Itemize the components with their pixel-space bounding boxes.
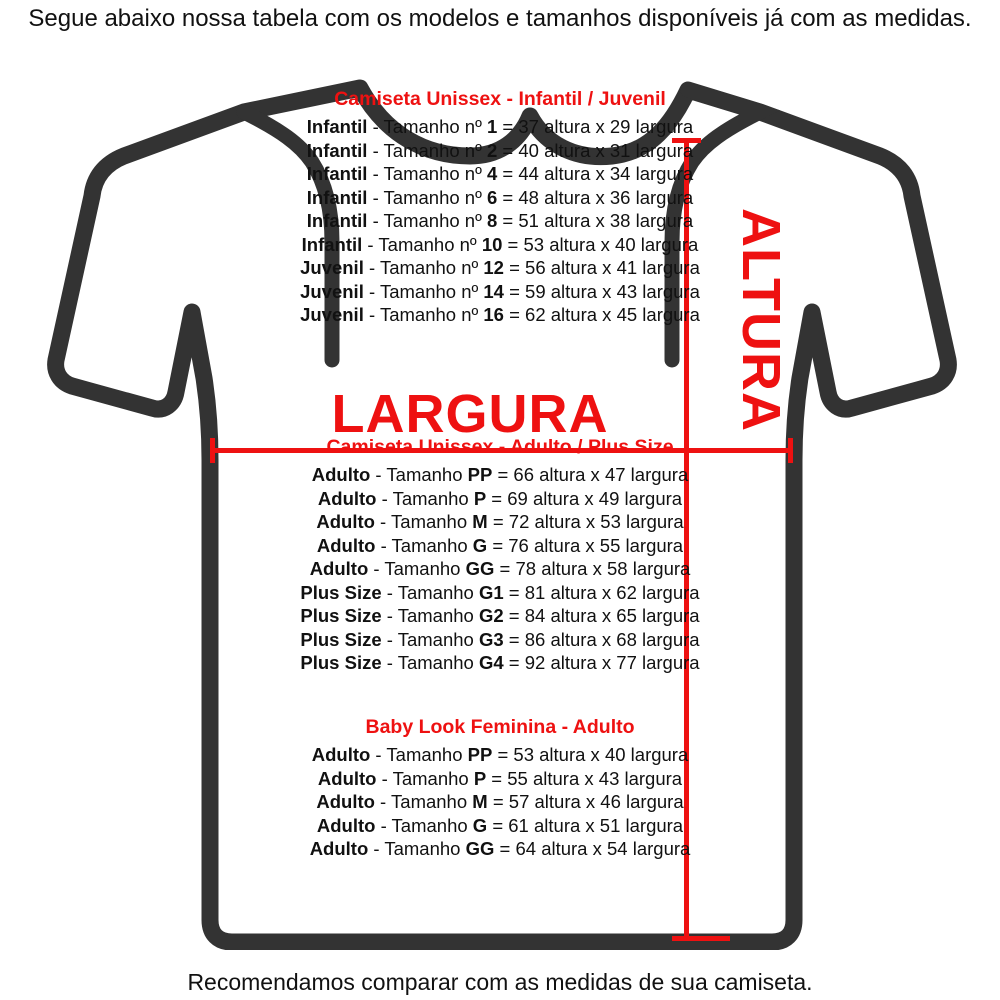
size-row-measures: = 72 altura x 53 largura <box>487 511 684 532</box>
size-row-prefix: - Tamanho nº <box>362 233 482 255</box>
size-row-model: Adulto <box>316 534 376 556</box>
size-row-size: G <box>472 814 488 836</box>
size-row <box>120 256 880 280</box>
size-row-size: 16 <box>483 304 504 325</box>
size-row-prefix: - Tamanho <box>374 791 473 812</box>
size-row-model: Adulto <box>311 464 371 485</box>
size-row-size: 8 <box>486 210 498 231</box>
size-row-prefix: - Tamanho <box>370 744 468 765</box>
size-row-prefix: - Tamanho nº <box>367 139 487 161</box>
size-row <box>120 534 880 558</box>
size-row-measures: = 37 altura x 29 largura <box>497 116 694 137</box>
size-row-prefix: - Tamanho <box>375 534 473 556</box>
size-row-size: 1 <box>486 116 498 137</box>
size-row-prefix: - Tamanho <box>368 558 466 579</box>
size-row-size: 6 <box>486 186 498 208</box>
size-row <box>120 767 880 791</box>
size-row-size: G <box>472 534 488 556</box>
size-row-prefix: - Tamanho <box>375 814 473 836</box>
size-row <box>120 233 880 257</box>
size-row <box>120 463 880 487</box>
size-row-model: Infantil <box>306 163 368 184</box>
size-row-size: PP <box>467 464 493 485</box>
size-row-model: Plus Size <box>300 652 382 673</box>
size-row-model: Adulto <box>316 511 375 532</box>
size-row-model: Adulto <box>316 791 375 812</box>
size-row-size: PP <box>467 744 493 765</box>
size-row-measures: = 57 altura x 46 largura <box>487 791 684 812</box>
size-row-prefix: - Tamanho <box>370 464 468 485</box>
size-row-prefix: - Tamanho <box>368 838 466 859</box>
size-row-size: G1 <box>478 581 504 603</box>
size-row-model: Juvenil <box>300 257 364 278</box>
size-block-title: Camiseta Unissex - Adulto / Plus Size <box>326 436 674 458</box>
size-row-measures: = 53 altura x 40 largura <box>502 233 699 255</box>
size-row-prefix: - Tamanho <box>381 605 479 626</box>
size-row-measures: = 40 altura x 31 largura <box>497 139 694 161</box>
size-row-model: Infantil <box>301 233 363 255</box>
size-row-prefix: - Tamanho <box>376 767 474 789</box>
size-row-size: P <box>473 767 487 789</box>
size-row-measures: = 76 altura x 55 largura <box>487 534 684 556</box>
size-row-measures: = 61 altura x 51 largura <box>487 814 684 836</box>
size-row-measures: = 81 altura x 62 largura <box>503 581 700 603</box>
size-row <box>120 651 880 675</box>
size-row-measures: = 78 altura x 58 largura <box>494 558 691 579</box>
size-row-size: 12 <box>483 257 504 278</box>
size-row-model: Adulto <box>317 487 377 509</box>
size-block-title: Camiseta Unissex - Infantil / Juvenil <box>334 88 666 110</box>
size-row-measures: = 48 altura x 36 largura <box>497 186 694 208</box>
size-row <box>120 186 880 210</box>
size-row-measures: = 66 altura x 47 largura <box>492 464 689 485</box>
size-row-prefix: - Tamanho <box>381 652 479 673</box>
size-row-size: M <box>472 511 488 532</box>
size-row-measures: = 51 altura x 38 largura <box>497 210 694 231</box>
size-row-model: Juvenil <box>300 280 364 302</box>
largura-label: LARGURA <box>331 384 609 444</box>
size-row-prefix: - Tamanho <box>376 487 474 509</box>
size-block-babylook <box>120 714 880 861</box>
size-row <box>120 115 880 139</box>
size-row-size: M <box>472 791 488 812</box>
size-row <box>120 162 880 186</box>
size-block-infantil-juvenil <box>120 86 880 327</box>
size-row <box>120 814 880 838</box>
size-row <box>120 557 880 581</box>
size-row-measures: = 86 altura x 68 largura <box>503 628 700 650</box>
size-row-measures: = 53 altura x 40 largura <box>492 744 689 765</box>
size-row-measures: = 62 altura x 45 largura <box>503 304 700 325</box>
size-row-model: Infantil <box>306 210 368 231</box>
size-row-model: Adulto <box>311 744 371 765</box>
size-row-measures: = 59 altura x 43 largura <box>503 280 700 302</box>
size-row-size: P <box>473 487 487 509</box>
size-row-size: 10 <box>481 233 503 255</box>
size-row-prefix: - Tamanho <box>374 511 473 532</box>
size-row-measures: = 69 altura x 49 largura <box>486 487 683 509</box>
size-row-measures: = 92 altura x 77 largura <box>503 652 700 673</box>
size-row-prefix: - Tamanho nº <box>363 280 484 302</box>
size-row <box>120 604 880 628</box>
size-row-model: Plus Size <box>300 628 382 650</box>
size-row-size: GG <box>465 558 495 579</box>
footer-note: Recomendamos comparar com as medidas de sua camiseta. <box>187 969 813 995</box>
size-row-prefix: - Tamanho <box>381 581 479 603</box>
size-row <box>120 510 880 534</box>
size-row <box>120 303 880 327</box>
altura-label: ALTURA <box>731 208 791 432</box>
size-row <box>120 837 880 861</box>
size-row-prefix: - Tamanho nº <box>367 116 487 137</box>
size-row-prefix: - Tamanho nº <box>367 163 487 184</box>
size-row <box>120 581 880 605</box>
size-row-model: Adulto <box>317 767 377 789</box>
size-row-size: 2 <box>486 139 498 161</box>
size-row-size: G2 <box>478 605 504 626</box>
size-row-model: Plus Size <box>300 581 382 603</box>
size-row <box>120 743 880 767</box>
altura-guide-cap-bottom <box>672 936 730 941</box>
page-title: Segue abaixo nossa tabela com os modelos e tamanhos disponíveis já com as medidas. <box>28 5 972 32</box>
size-row-model: Adulto <box>309 838 369 859</box>
size-row <box>120 628 880 652</box>
size-row-size: 4 <box>486 163 498 184</box>
size-row-prefix: - Tamanho nº <box>363 304 484 325</box>
size-row-model: Infantil <box>306 139 368 161</box>
size-row-model: Adulto <box>309 558 369 579</box>
size-row-model: Infantil <box>306 116 368 137</box>
size-row <box>120 280 880 304</box>
size-row-model: Infantil <box>306 186 368 208</box>
size-row-model: Plus Size <box>300 605 382 626</box>
size-row-size: 14 <box>483 280 504 302</box>
size-row-measures: = 64 altura x 54 largura <box>494 838 691 859</box>
size-row-size: GG <box>465 838 495 859</box>
size-row <box>120 790 880 814</box>
size-row-model: Juvenil <box>300 304 364 325</box>
size-row-prefix: - Tamanho nº <box>367 210 487 231</box>
size-row-prefix: - Tamanho <box>381 628 479 650</box>
size-row-measures: = 84 altura x 65 largura <box>503 605 700 626</box>
size-row-prefix: - Tamanho nº <box>363 257 484 278</box>
size-row-size: G4 <box>478 652 504 673</box>
size-row-measures: = 56 altura x 41 largura <box>503 257 700 278</box>
size-row <box>120 209 880 233</box>
size-row-measures: = 44 altura x 34 largura <box>497 163 694 184</box>
size-row-prefix: - Tamanho nº <box>367 186 487 208</box>
size-block-title: Baby Look Feminina - Adulto <box>365 716 635 738</box>
size-row-model: Adulto <box>316 814 376 836</box>
size-block-adulto-plussize <box>120 434 880 675</box>
size-row <box>120 487 880 511</box>
size-row-size: G3 <box>478 628 504 650</box>
size-row <box>120 139 880 163</box>
size-row-measures: = 55 altura x 43 largura <box>486 767 683 789</box>
